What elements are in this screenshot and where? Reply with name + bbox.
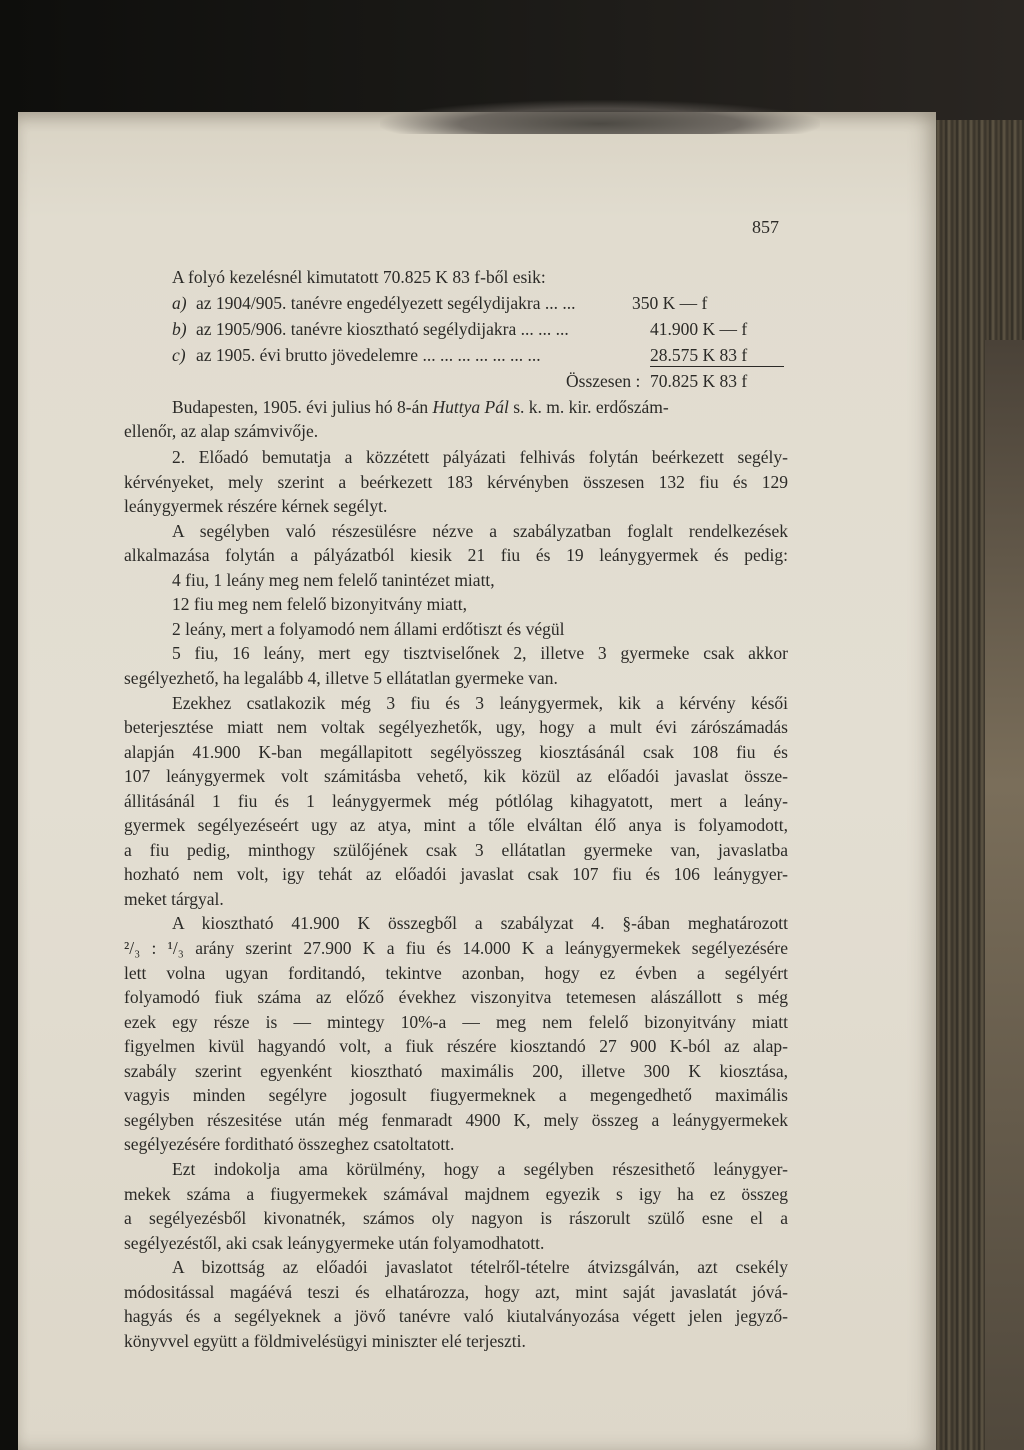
text-line: módositással magáévá teszi és elhatározza, hogy azt, mint saját javaslatát jóvá- (124, 1282, 788, 1302)
ledger-item-b (172, 318, 788, 340)
item-label: c) (172, 345, 186, 365)
text-line: 5 fiu, 16 leány, mert egy tisztviselőnek 2, illetve 3 gyermeke csak akkor (172, 643, 788, 663)
text-line: a segélyezésből kivonatnék, számos oly nagyon is rászorult szülő esne el a (124, 1208, 788, 1228)
text-line: szabály szerint egyenként kiosztható maximális 200, illetve 300 K kiosztása, (124, 1061, 788, 1081)
text-line: segélyezésére forditható összeghez csatoltatott. (124, 1134, 455, 1154)
item-text: az 1905. évi brutto jövedelemre ... ... ... ... ... ... ... (196, 345, 541, 365)
text-line: lett volna ugyan forditandó, tekintve azonban, hogy ez évben a segélyért (124, 963, 788, 983)
signature-title: s. k. m. kir. erdőszám- (513, 397, 669, 417)
text-line: könyvvel együtt a földmivelésügyi miniszter elé terjeszti. (124, 1331, 526, 1351)
ledger-item-a (172, 292, 788, 314)
text-line: segélyben részesitése után még fenmaradt 4900 K, mely összeg a leánygyermekek (124, 1110, 788, 1130)
text-line: A segélyben való részesülésre nézve a szabályzatban foglalt rendelkezések (172, 521, 788, 541)
text-line: hagyás és a segélyeknek a jövő tanévre való kiutalványozása végett jelen jegyző- (124, 1306, 788, 1326)
text-line: beterjesztése miatt nem voltak segélyezhetők, ugy, hogy a mult évi zárószámadás (124, 717, 788, 737)
ledger-total (172, 370, 788, 392)
text-line: gyermek segélyezéseért ugy az atya, mint a tőle elváltan élő anya is folyamodott, (124, 815, 788, 835)
text-line: leánygyermek részére kérnek segélyt. (124, 496, 388, 516)
text-line: vagyis minden segélyre jogosult fiugyermeknek a megengedhető maximális (124, 1085, 788, 1105)
text-line: Ezekhez csatlakozik még 3 fiu és 3 leánygyermek, kik a kérvény késői (172, 693, 788, 713)
text-line: ezek egy része is — mintegy 10%-a — meg nem felelő bizonyitvány miatt (124, 1012, 788, 1032)
text-line: a fiu pedig, minthogy szülőjének csak 3 ellátatlan gyermeke van, javaslatba (124, 840, 788, 860)
text-line: hozható nem volt, igy tehát az előadói javaslat csak 107 fiu és 106 leánygyer- (124, 864, 788, 884)
text-line: kérvényeket, mely szerint a beérkezett 183 kérvényben összesen 132 fiu és 129 (124, 472, 788, 492)
text-line: segélyezéstől, aki csak leánygyermeke után folyamodhatott. (124, 1233, 545, 1253)
text-line: alapján 41.900 K-ban megállapitott segélyösszeg kiosztásánál csak 108 fiu és (124, 742, 788, 762)
signature-line (172, 396, 788, 418)
item-label: a) (172, 293, 187, 313)
text-line: folyamodó fiuk száma az előző évekhez viszonyitva tetemesen alászállott s még (124, 987, 788, 1007)
text-line: A bizottság az előadói javaslatot tételről-tételre átvizsgálván, azt csekély (172, 1257, 788, 1277)
item-amount: 28.575 K 83 f (650, 344, 784, 367)
ledger-intro: A folyó kezelésnél kimutatott 70.825 K 83 f-ből esik: (172, 267, 546, 287)
total-amount: 70.825 K 83 f (650, 371, 748, 391)
text-line: 12 fiu meg nem felelő bizonyitvány miatt, (172, 594, 467, 614)
item-text: az 1905/906. tanévre kiosztható segélydijakra ... ... ... (196, 319, 569, 339)
item-amount: 350 K — f (632, 293, 708, 313)
signature-place-date: Budapesten, 1905. évi julius hó 8-án (172, 397, 429, 417)
signature-name: Huttya Pál (432, 397, 509, 417)
total-label: Összesen : (566, 371, 641, 391)
item-amount: 41.900 K — f (650, 319, 748, 339)
text-line: A kiosztható 41.900 K összegből a szabályzat 4. §-ában meghatározott (172, 913, 788, 933)
text-line: mekek száma a fiugyermekek számával majdnem egyezik s igy ha ez összeg (124, 1184, 788, 1204)
text-line: segélyezhető, ha legalább 4, illetve 5 ellátatlan gyermeke van. (124, 668, 558, 688)
text-line: Ezt indokolja ama körülmény, hogy a segélyben részesithető leánygyer- (172, 1159, 788, 1179)
item-label: b) (172, 319, 187, 339)
signature-line-2: ellenőr, az alap számvivője. (124, 421, 319, 441)
text-line: állitásánál 1 fiu és 1 leánygyermek még pótlólag kihagyatott, mert a leány- (124, 791, 788, 811)
text-line: meket tárgyal. (124, 889, 224, 909)
text-line: 107 leánygyermek volt számitásba vehető, kik közül az előadói javaslat össze- (124, 766, 788, 786)
text-line: 2 leány, mert a folyamodó nem állami erdőtiszt és végül (172, 619, 565, 639)
text-line: 2. Előadó bemutatja a közzétett pályázati felhivás folytán beérkezett segély- (172, 447, 788, 467)
ledger-item-c (172, 344, 788, 366)
page-number: 857 (752, 217, 779, 237)
text-line: alkalmazása folytán a pályázatból kiesik 21 fiu és 19 leánygyermek és pedig: (124, 545, 788, 565)
text-line: figyelmen kivül hagyandó volt, a fiuk részére kiosztandó 27 900 K-ból az alap- (124, 1036, 788, 1056)
text-line: 4 fiu, 1 leány meg nem felelő tanintézet miatt, (172, 570, 495, 590)
text-line: ²/₃ : ¹/₃ arány szerint 27.900 K a fiu és 14.000 K a leánygyermekek segélyezésére (124, 938, 788, 958)
item-text: az 1904/905. tanévre engedélyezett segélydijakra ... ... (196, 293, 576, 313)
